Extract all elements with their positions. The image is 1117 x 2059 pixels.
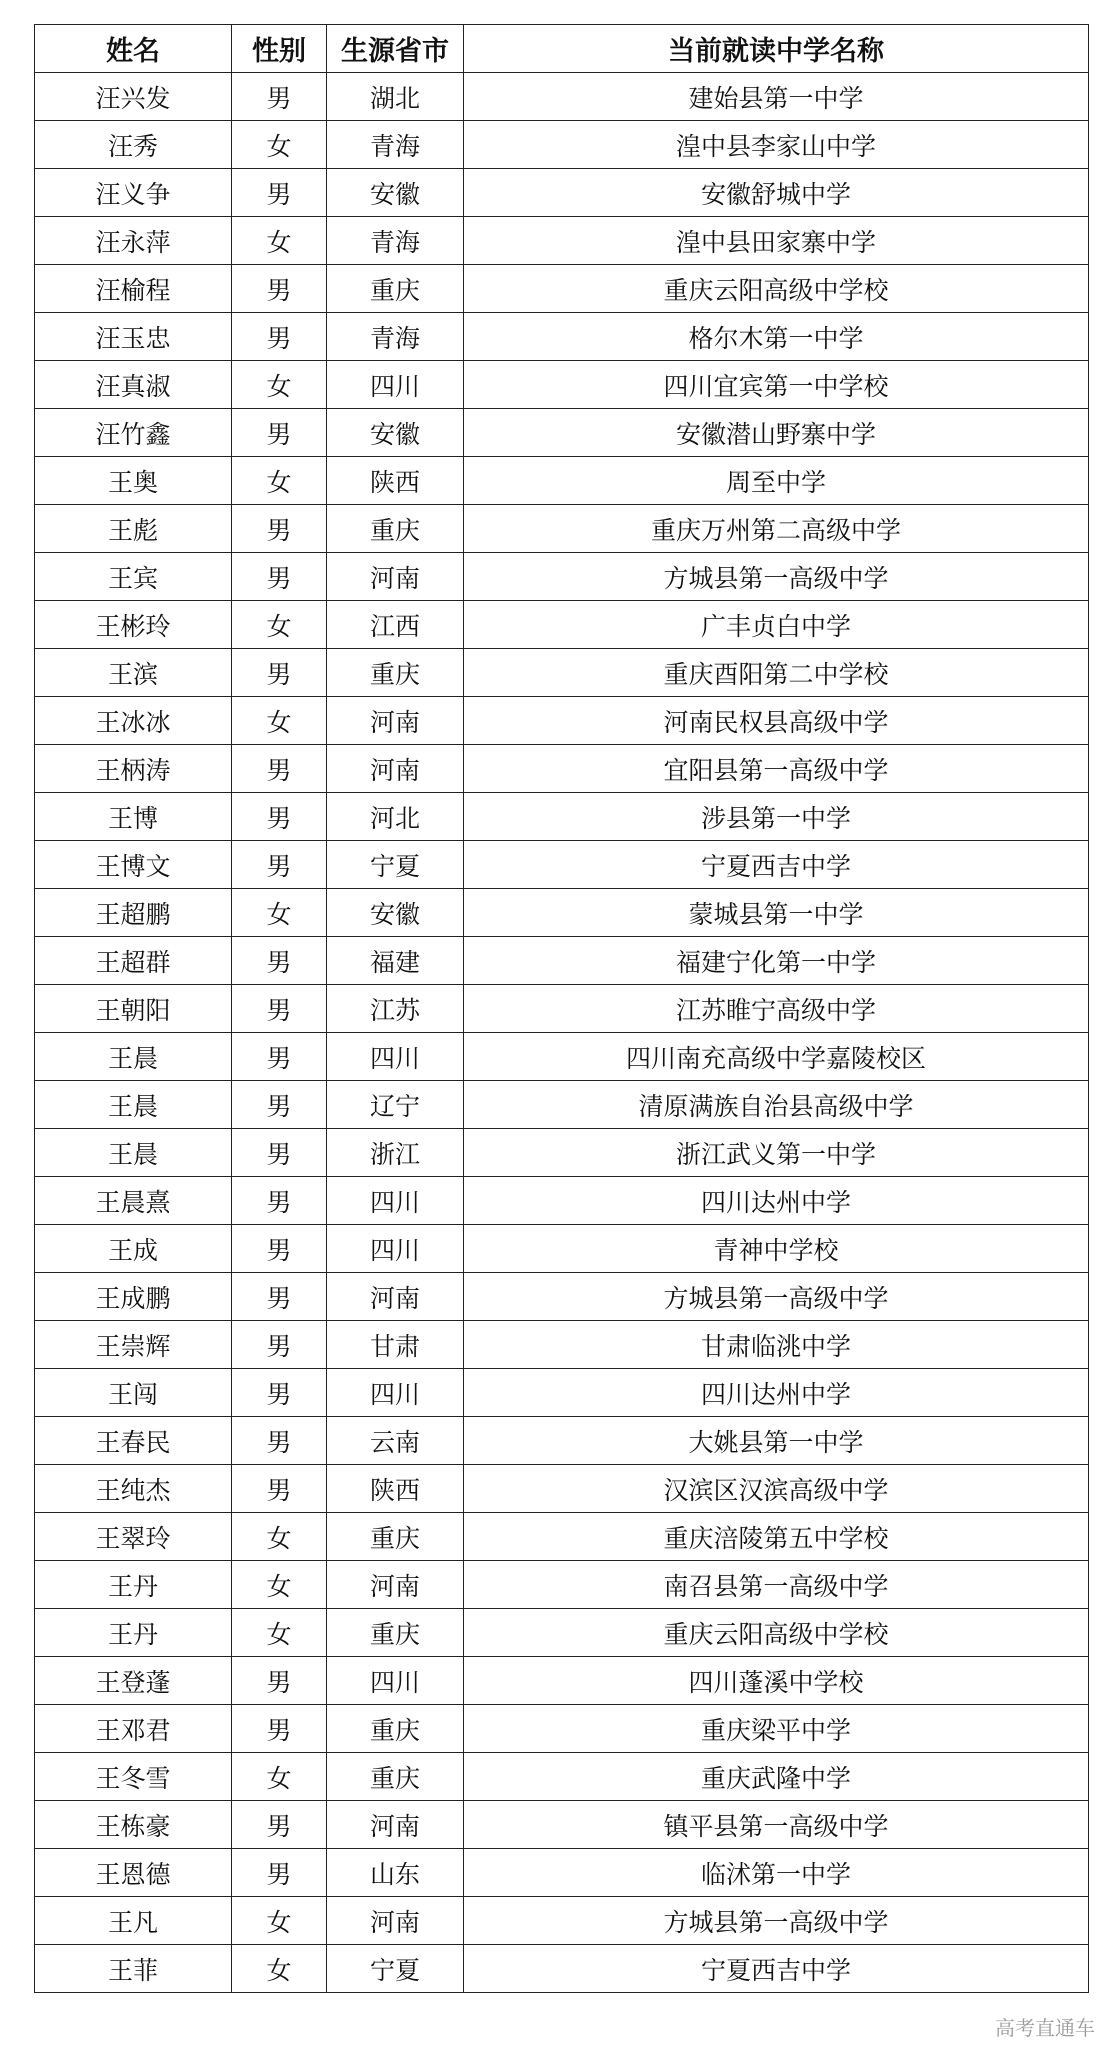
cell-gender: 女 xyxy=(232,697,327,745)
table-row xyxy=(35,1417,1089,1465)
cell-name: 汪真淑 xyxy=(35,361,232,409)
cell-name: 王滨 xyxy=(35,649,232,697)
cell-province: 安徽 xyxy=(327,889,464,937)
cell-province: 辽宁 xyxy=(327,1081,464,1129)
cell-school: 青神中学校 xyxy=(464,1225,1089,1273)
cell-gender: 男 xyxy=(232,1657,327,1705)
watermark: 高考直通车 xyxy=(995,2016,1095,2040)
cell-province: 山东 xyxy=(327,1849,464,1897)
cell-name: 王柄涛 xyxy=(35,745,232,793)
cell-school: 浙江武义第一中学 xyxy=(464,1129,1089,1177)
cell-school: 方城县第一高级中学 xyxy=(464,1897,1089,1945)
cell-gender: 男 xyxy=(232,841,327,889)
cell-name: 王成鹏 xyxy=(35,1273,232,1321)
cell-gender: 女 xyxy=(232,1897,327,1945)
cell-province: 河南 xyxy=(327,1897,464,1945)
table-row xyxy=(35,553,1089,601)
cell-gender: 男 xyxy=(232,793,327,841)
cell-name: 王丹 xyxy=(35,1561,232,1609)
cell-gender: 男 xyxy=(232,937,327,985)
cell-name: 王博 xyxy=(35,793,232,841)
table-row xyxy=(35,937,1089,985)
cell-school: 甘肃临洮中学 xyxy=(464,1321,1089,1369)
cell-school: 周至中学 xyxy=(464,457,1089,505)
cell-gender: 女 xyxy=(232,361,327,409)
cell-gender: 男 xyxy=(232,1033,327,1081)
table-row xyxy=(35,505,1089,553)
cell-name: 王翠玲 xyxy=(35,1513,232,1561)
cell-province: 湖北 xyxy=(327,73,464,121)
cell-school: 广丰贞白中学 xyxy=(464,601,1089,649)
table-row xyxy=(35,409,1089,457)
table-row xyxy=(35,649,1089,697)
cell-school: 重庆云阳高级中学校 xyxy=(464,265,1089,313)
cell-gender: 男 xyxy=(232,1369,327,1417)
cell-province: 重庆 xyxy=(327,1705,464,1753)
table-body xyxy=(35,73,1089,1993)
table-row xyxy=(35,1177,1089,1225)
header-row xyxy=(35,25,1089,73)
cell-name: 王朝阳 xyxy=(35,985,232,1033)
cell-school: 方城县第一高级中学 xyxy=(464,553,1089,601)
cell-name: 王春民 xyxy=(35,1417,232,1465)
cell-gender: 男 xyxy=(232,1273,327,1321)
cell-province: 安徽 xyxy=(327,409,464,457)
cell-province: 四川 xyxy=(327,1369,464,1417)
cell-name: 王纯杰 xyxy=(35,1465,232,1513)
cell-name: 王恩德 xyxy=(35,1849,232,1897)
cell-school: 安徽潜山野寨中学 xyxy=(464,409,1089,457)
cell-gender: 男 xyxy=(232,409,327,457)
cell-gender: 女 xyxy=(232,601,327,649)
cell-school: 重庆云阳高级中学校 xyxy=(464,1609,1089,1657)
header-school: 当前就读中学名称 xyxy=(464,25,1089,73)
cell-province: 重庆 xyxy=(327,1753,464,1801)
cell-gender: 男 xyxy=(232,169,327,217)
cell-province: 重庆 xyxy=(327,505,464,553)
cell-gender: 男 xyxy=(232,1225,327,1273)
cell-province: 云南 xyxy=(327,1417,464,1465)
cell-school: 宜阳县第一高级中学 xyxy=(464,745,1089,793)
cell-gender: 女 xyxy=(232,1609,327,1657)
cell-province: 重庆 xyxy=(327,649,464,697)
table-row xyxy=(35,1849,1089,1897)
cell-gender: 男 xyxy=(232,649,327,697)
cell-name: 汪竹鑫 xyxy=(35,409,232,457)
cell-name: 王邓君 xyxy=(35,1705,232,1753)
student-table xyxy=(34,24,1089,1993)
cell-name: 王超鹏 xyxy=(35,889,232,937)
cell-name: 王晨 xyxy=(35,1081,232,1129)
cell-name: 王博文 xyxy=(35,841,232,889)
table-row xyxy=(35,73,1089,121)
cell-gender: 男 xyxy=(232,1321,327,1369)
table-row xyxy=(35,1129,1089,1177)
cell-school: 江苏睢宁高级中学 xyxy=(464,985,1089,1033)
cell-school: 四川达州中学 xyxy=(464,1369,1089,1417)
cell-name: 王晨熹 xyxy=(35,1177,232,1225)
table-row xyxy=(35,1705,1089,1753)
table-row xyxy=(35,1033,1089,1081)
cell-name: 王登蓬 xyxy=(35,1657,232,1705)
cell-school: 重庆武隆中学 xyxy=(464,1753,1089,1801)
cell-province: 甘肃 xyxy=(327,1321,464,1369)
cell-name: 王冬雪 xyxy=(35,1753,232,1801)
cell-province: 青海 xyxy=(327,313,464,361)
cell-name: 汪玉忠 xyxy=(35,313,232,361)
cell-name: 汪义争 xyxy=(35,169,232,217)
student-list-document xyxy=(34,24,1088,1993)
cell-name: 汪秀 xyxy=(35,121,232,169)
cell-school: 四川达州中学 xyxy=(464,1177,1089,1225)
cell-province: 河南 xyxy=(327,1561,464,1609)
cell-name: 王栋豪 xyxy=(35,1801,232,1849)
cell-name: 王菲 xyxy=(35,1945,232,1993)
cell-gender: 男 xyxy=(232,265,327,313)
cell-province: 陕西 xyxy=(327,1465,464,1513)
cell-name: 王晨 xyxy=(35,1033,232,1081)
cell-school: 福建宁化第一中学 xyxy=(464,937,1089,985)
cell-name: 王成 xyxy=(35,1225,232,1273)
cell-school: 重庆万州第二高级中学 xyxy=(464,505,1089,553)
cell-school: 临沭第一中学 xyxy=(464,1849,1089,1897)
header-province: 生源省市 xyxy=(327,25,464,73)
cell-gender: 女 xyxy=(232,121,327,169)
cell-school: 重庆梁平中学 xyxy=(464,1705,1089,1753)
table-row xyxy=(35,1657,1089,1705)
cell-school: 河南民权县高级中学 xyxy=(464,697,1089,745)
cell-name: 王丹 xyxy=(35,1609,232,1657)
cell-province: 河南 xyxy=(327,697,464,745)
table-row xyxy=(35,793,1089,841)
table-row xyxy=(35,1225,1089,1273)
cell-school: 宁夏西吉中学 xyxy=(464,841,1089,889)
table-row xyxy=(35,841,1089,889)
cell-school: 南召县第一高级中学 xyxy=(464,1561,1089,1609)
table-row xyxy=(35,313,1089,361)
cell-name: 王彪 xyxy=(35,505,232,553)
table-row xyxy=(35,1561,1089,1609)
cell-name: 王奥 xyxy=(35,457,232,505)
cell-school: 四川蓬溪中学校 xyxy=(464,1657,1089,1705)
cell-gender: 男 xyxy=(232,1081,327,1129)
cell-gender: 女 xyxy=(232,889,327,937)
table-row xyxy=(35,985,1089,1033)
cell-name: 王宾 xyxy=(35,553,232,601)
cell-gender: 女 xyxy=(232,1753,327,1801)
cell-name: 王冰冰 xyxy=(35,697,232,745)
table-header xyxy=(35,25,1089,73)
header-name: 姓名 xyxy=(35,25,232,73)
cell-province: 河南 xyxy=(327,1801,464,1849)
cell-gender: 女 xyxy=(232,457,327,505)
cell-school: 汉滨区汉滨高级中学 xyxy=(464,1465,1089,1513)
cell-school: 湟中县田家寨中学 xyxy=(464,217,1089,265)
cell-province: 重庆 xyxy=(327,265,464,313)
cell-gender: 男 xyxy=(232,1465,327,1513)
cell-province: 四川 xyxy=(327,1225,464,1273)
table-row xyxy=(35,745,1089,793)
cell-school: 格尔木第一中学 xyxy=(464,313,1089,361)
cell-province: 宁夏 xyxy=(327,841,464,889)
cell-gender: 男 xyxy=(232,1129,327,1177)
cell-gender: 男 xyxy=(232,73,327,121)
cell-gender: 女 xyxy=(232,1945,327,1993)
cell-gender: 男 xyxy=(232,505,327,553)
cell-school: 安徽舒城中学 xyxy=(464,169,1089,217)
cell-name: 王凡 xyxy=(35,1897,232,1945)
table-row xyxy=(35,1321,1089,1369)
cell-name: 汪永萍 xyxy=(35,217,232,265)
cell-school: 镇平县第一高级中学 xyxy=(464,1801,1089,1849)
table-row xyxy=(35,1801,1089,1849)
table-row xyxy=(35,889,1089,937)
table-row xyxy=(35,1513,1089,1561)
cell-name: 王闯 xyxy=(35,1369,232,1417)
table-row xyxy=(35,265,1089,313)
cell-province: 浙江 xyxy=(327,1129,464,1177)
cell-school: 蒙城县第一中学 xyxy=(464,889,1089,937)
cell-gender: 男 xyxy=(232,1849,327,1897)
cell-school: 大姚县第一中学 xyxy=(464,1417,1089,1465)
cell-gender: 男 xyxy=(232,313,327,361)
header-gender: 性别 xyxy=(232,25,327,73)
cell-province: 宁夏 xyxy=(327,1945,464,1993)
cell-school: 湟中县李家山中学 xyxy=(464,121,1089,169)
table-row xyxy=(35,361,1089,409)
table-row xyxy=(35,1897,1089,1945)
cell-gender: 男 xyxy=(232,1177,327,1225)
cell-school: 重庆酉阳第二中学校 xyxy=(464,649,1089,697)
cell-gender: 女 xyxy=(232,217,327,265)
table-row xyxy=(35,1081,1089,1129)
table-row xyxy=(35,601,1089,649)
cell-name: 汪榆程 xyxy=(35,265,232,313)
cell-gender: 女 xyxy=(232,1561,327,1609)
cell-province: 四川 xyxy=(327,1657,464,1705)
cell-name: 王崇辉 xyxy=(35,1321,232,1369)
cell-gender: 男 xyxy=(232,985,327,1033)
table-row xyxy=(35,217,1089,265)
cell-school: 重庆涪陵第五中学校 xyxy=(464,1513,1089,1561)
cell-province: 四川 xyxy=(327,1177,464,1225)
cell-province: 四川 xyxy=(327,1033,464,1081)
cell-province: 河南 xyxy=(327,1273,464,1321)
table-row xyxy=(35,1945,1089,1993)
cell-name: 汪兴发 xyxy=(35,73,232,121)
cell-gender: 男 xyxy=(232,1705,327,1753)
table-row xyxy=(35,1753,1089,1801)
table-row xyxy=(35,1465,1089,1513)
cell-province: 福建 xyxy=(327,937,464,985)
cell-province: 河南 xyxy=(327,553,464,601)
cell-province: 重庆 xyxy=(327,1609,464,1657)
cell-province: 四川 xyxy=(327,361,464,409)
cell-province: 安徽 xyxy=(327,169,464,217)
cell-gender: 男 xyxy=(232,745,327,793)
cell-school: 四川南充高级中学嘉陵校区 xyxy=(464,1033,1089,1081)
cell-gender: 女 xyxy=(232,1513,327,1561)
cell-school: 方城县第一高级中学 xyxy=(464,1273,1089,1321)
table-row xyxy=(35,1609,1089,1657)
cell-province: 江西 xyxy=(327,601,464,649)
cell-school: 清原满族自治县高级中学 xyxy=(464,1081,1089,1129)
cell-province: 陕西 xyxy=(327,457,464,505)
cell-name: 王超群 xyxy=(35,937,232,985)
cell-province: 青海 xyxy=(327,121,464,169)
cell-province: 河南 xyxy=(327,745,464,793)
cell-school: 宁夏西吉中学 xyxy=(464,1945,1089,1993)
cell-name: 王彬玲 xyxy=(35,601,232,649)
cell-gender: 男 xyxy=(232,553,327,601)
cell-province: 江苏 xyxy=(327,985,464,1033)
table-row xyxy=(35,169,1089,217)
cell-school: 四川宜宾第一中学校 xyxy=(464,361,1089,409)
cell-school: 建始县第一中学 xyxy=(464,73,1089,121)
cell-gender: 男 xyxy=(232,1417,327,1465)
cell-school: 涉县第一中学 xyxy=(464,793,1089,841)
cell-name: 王晨 xyxy=(35,1129,232,1177)
cell-province: 河北 xyxy=(327,793,464,841)
cell-gender: 男 xyxy=(232,1801,327,1849)
table-row xyxy=(35,697,1089,745)
cell-province: 重庆 xyxy=(327,1513,464,1561)
table-row xyxy=(35,1273,1089,1321)
cell-province: 青海 xyxy=(327,217,464,265)
table-row xyxy=(35,457,1089,505)
table-row xyxy=(35,121,1089,169)
table-row xyxy=(35,1369,1089,1417)
